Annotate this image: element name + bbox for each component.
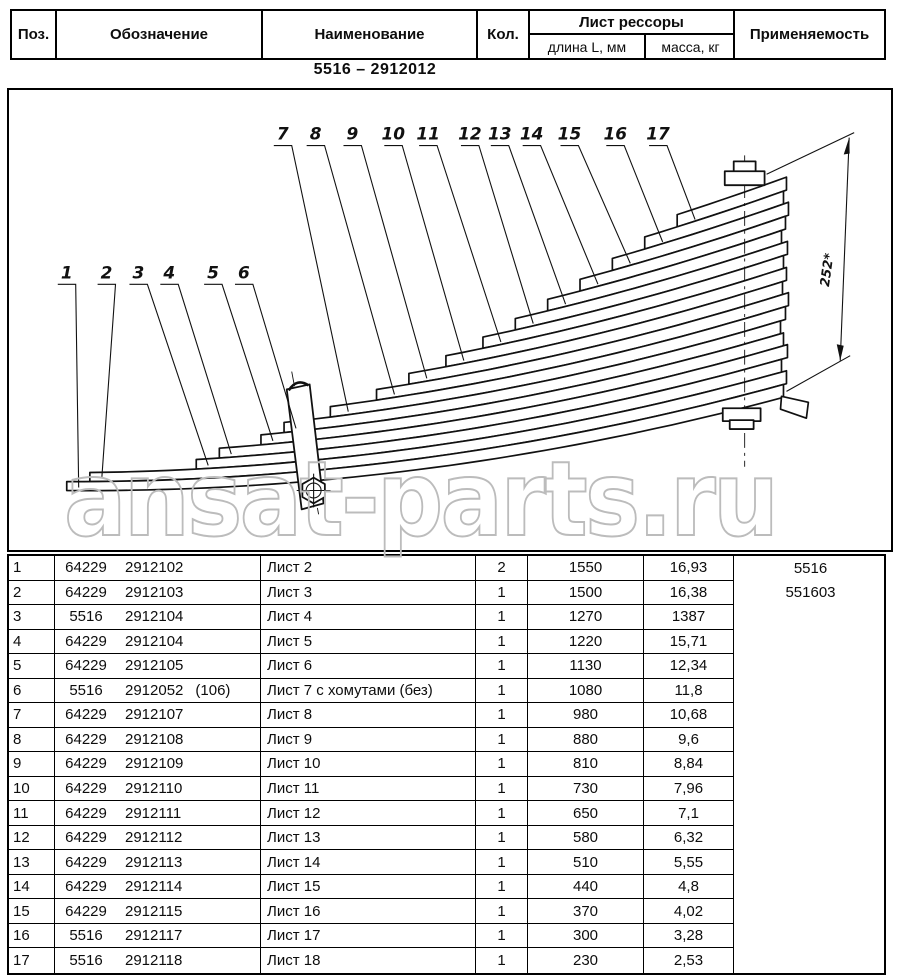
designation-number: 2912104 (125, 632, 184, 650)
cell-pos: 1 (9, 556, 55, 580)
cell-name: Лист 18 (261, 948, 476, 973)
callout-number-17: 17 (646, 123, 670, 144)
callout-leader-10 (384, 146, 464, 361)
applicability-value (734, 777, 887, 802)
cell-length: 1130 (528, 654, 644, 678)
callout-leader-6 (235, 284, 296, 428)
cell-mass: 7,1 (678, 804, 699, 822)
cell-qty: 1 (476, 728, 528, 752)
callout-leader-8 (307, 146, 395, 395)
applicability-value (734, 826, 887, 851)
callout-number-1: 1 (60, 262, 73, 283)
dimension-label: 252* (818, 252, 838, 288)
cell-qty: 1 (476, 899, 528, 923)
leaf-spring-drawing (9, 90, 891, 550)
designation-number: 2912110 (125, 780, 183, 798)
designation-number: 2912108 (125, 730, 184, 748)
callout-number-6: 6 (238, 262, 250, 283)
cell-name: Лист 9 (261, 728, 476, 752)
cell-designation (55, 924, 261, 948)
table-row (9, 826, 733, 851)
cell-length: 230 (528, 948, 644, 973)
extension-line-bottom (786, 356, 850, 392)
cell-length: 650 (528, 801, 644, 825)
designation-number: 2912103 (125, 583, 184, 601)
designation-prefix: 64229 (65, 804, 107, 822)
cell-pos: 15 (9, 899, 55, 923)
applicability-value (734, 703, 887, 728)
designation-number: 2912105 (125, 657, 184, 675)
cell-length: 370 (528, 899, 644, 923)
callout-number-14: 14 (519, 123, 544, 144)
cell-designation (55, 581, 261, 605)
cell-qty: 1 (476, 826, 528, 850)
cell-qty: 1 (476, 703, 528, 727)
callout-leader-9 (343, 146, 426, 379)
applicability-value (734, 630, 887, 655)
callout-number-7: 7 (276, 123, 289, 144)
cell-mass: 15,71 (669, 632, 708, 650)
table-row (9, 605, 733, 630)
cell-qty: 1 (476, 752, 528, 776)
designation-number: 2912107 (125, 706, 184, 724)
designation-number: 2912109 (125, 755, 184, 773)
table-row (9, 850, 733, 875)
callout-leader-3 (129, 284, 208, 465)
parts-table (7, 554, 886, 975)
cell-designation (55, 801, 261, 825)
cell-qty: 1 (476, 948, 528, 973)
cell-length: 1080 (528, 679, 644, 703)
parts-rows (9, 556, 733, 973)
designation-prefix: 64229 (65, 878, 107, 896)
applicability-value (734, 679, 887, 704)
spring-drawing-area (7, 88, 893, 560)
spring-part-number: 5516 – 2912012 (313, 61, 437, 78)
cell-pos: 11 (9, 801, 55, 825)
cell-pos: 14 (9, 875, 55, 899)
applicability-value (734, 752, 887, 777)
cell-pos: 9 (9, 752, 55, 776)
cell-designation (55, 826, 261, 850)
cell-length: 510 (528, 850, 644, 874)
cell-name: Лист 8 (261, 703, 476, 727)
cell-name: Лист 17 (261, 924, 476, 948)
cell-length: 580 (528, 826, 644, 850)
cell-mass: 1387 (671, 608, 706, 626)
table-row (9, 777, 733, 802)
callout-leader-13 (491, 146, 566, 305)
cell-qty: 1 (476, 850, 528, 874)
cell-mass: 7,96 (673, 780, 704, 798)
cell-designation (55, 850, 261, 874)
callout-leader-1 (58, 284, 79, 487)
cell-length: 1270 (528, 605, 644, 629)
table-row (9, 875, 733, 900)
designation-prefix: 64229 (65, 657, 107, 675)
dimension-arrow-bottom (837, 344, 844, 360)
designation-number: 2912104 (125, 608, 184, 626)
cell-mass: 10,68 (669, 706, 708, 724)
callout-number-3: 3 (132, 262, 145, 283)
designation-prefix: 64229 (65, 583, 107, 601)
applicability-value (734, 654, 887, 679)
designation-prefix: 64229 (65, 632, 107, 650)
callout-number-11: 11 (416, 123, 440, 144)
cell-name: Лист 2 (261, 556, 476, 580)
designation-number: 2912111 (125, 804, 182, 822)
table-row (9, 679, 733, 704)
cell-mass: 8,84 (673, 755, 704, 773)
designation-prefix: 64229 (65, 559, 107, 577)
watermark: ansat-parts.ru (64, 440, 777, 560)
callout-leader-5 (204, 284, 273, 441)
callout-number-5: 5 (207, 262, 219, 283)
header-table (10, 9, 886, 60)
cell-length: 1220 (528, 630, 644, 654)
cell-name: Лист 16 (261, 899, 476, 923)
callout-number-10: 10 (381, 123, 406, 144)
cell-name: Лист 15 (261, 875, 476, 899)
cell-pos: 7 (9, 703, 55, 727)
applicability-value (734, 899, 887, 924)
designation-prefix: 5516 (69, 608, 103, 626)
applicability-value (734, 924, 887, 949)
callout-number-8: 8 (309, 123, 322, 144)
cell-pos: 12 (9, 826, 55, 850)
extension-line-top (767, 133, 855, 175)
cell-qty: 1 (476, 581, 528, 605)
designation-number: 2912112 (125, 829, 183, 847)
col-header-mass: масса, кг (661, 38, 720, 55)
cell-qty: 1 (476, 605, 528, 629)
cell-mass: 6,32 (673, 829, 704, 847)
callout-number-2: 2 (100, 262, 113, 283)
cell-name: Лист 7 с хомутами (без) (261, 679, 476, 703)
cell-pos: 16 (9, 924, 55, 948)
cell-name: Лист 3 (261, 581, 476, 605)
cell-designation (55, 556, 261, 580)
table-row (9, 801, 733, 826)
cell-mass: 16,38 (669, 583, 708, 601)
designation-number: 2912114 (125, 878, 183, 896)
callout-leader-15 (560, 146, 630, 264)
col-header-qty: Кол. (478, 11, 530, 58)
designation-prefix: 64229 (65, 730, 107, 748)
col-header-designation: Обозначение (57, 11, 263, 58)
cell-designation (55, 728, 261, 752)
applicability-value: 551603 (785, 584, 836, 602)
centre-bolt-tip (730, 420, 754, 429)
table-row (9, 924, 733, 949)
col-header-applicability: Применяемость (749, 25, 870, 43)
cell-pos: 13 (9, 850, 55, 874)
cell-pos: 4 (9, 630, 55, 654)
table-row (9, 654, 733, 679)
cell-length: 880 (528, 728, 644, 752)
cell-pos: 3 (9, 605, 55, 629)
designation-number: 2912113 (125, 853, 183, 871)
callout-leader-2 (98, 284, 116, 478)
designation-prefix: 5516 (69, 952, 103, 970)
cell-designation (55, 605, 261, 629)
designation-prefix: 64229 (65, 780, 107, 798)
cell-qty: 1 (476, 630, 528, 654)
cell-mass: 9,6 (678, 730, 699, 748)
col-header-length: длина L, мм (530, 35, 646, 58)
designation-number: 2912118 (125, 952, 183, 970)
applicability-value (734, 728, 887, 753)
cell-mass: 4,8 (678, 878, 699, 896)
cell-designation (55, 899, 261, 923)
cell-pos: 10 (9, 777, 55, 801)
cell-name: Лист 14 (261, 850, 476, 874)
cell-length: 980 (528, 703, 644, 727)
cell-designation (55, 630, 261, 654)
cell-designation (55, 703, 261, 727)
designation-note: (106) (195, 681, 231, 699)
cell-mass: 11,8 (674, 681, 703, 699)
callout-number-4: 4 (163, 262, 176, 283)
applicability-value (734, 801, 887, 826)
designation-prefix: 64229 (65, 829, 107, 847)
table-row (9, 948, 733, 973)
cell-designation (55, 777, 261, 801)
col-header-name: Наименование (263, 11, 478, 58)
centre-bolt-nut (723, 408, 761, 421)
dimension-arrow-top (844, 138, 850, 155)
centre-bolt-washer (725, 171, 765, 185)
callout-number-9: 9 (346, 123, 359, 144)
cell-mass: 5,55 (673, 853, 704, 871)
cell-name: Лист 6 (261, 654, 476, 678)
applicability-value (734, 605, 887, 630)
applicability-value (734, 948, 887, 973)
master-leaf-end (781, 396, 809, 418)
callout-leader-11 (419, 146, 501, 342)
cell-name: Лист 4 (261, 605, 476, 629)
cell-pos: 17 (9, 948, 55, 973)
callout-number-15: 15 (557, 123, 582, 144)
cell-length: 440 (528, 875, 644, 899)
cell-qty: 1 (476, 801, 528, 825)
callout-number-16: 16 (603, 123, 628, 144)
leaf-group-title: Лист рессоры (530, 11, 733, 35)
applicability-value: 5516 (793, 559, 828, 577)
cell-designation (55, 679, 261, 703)
cell-pos: 5 (9, 654, 55, 678)
cell-name: Лист 12 (261, 801, 476, 825)
designation-number: 2912052 (125, 681, 184, 699)
cell-mass: 12,34 (669, 657, 708, 675)
cell-designation (55, 752, 261, 776)
cell-pos: 6 (9, 679, 55, 703)
designation-number: 2912117 (125, 927, 183, 945)
applicability-value (734, 850, 887, 875)
cell-qty: 1 (476, 875, 528, 899)
cell-pos: 8 (9, 728, 55, 752)
designation-number: 2912115 (125, 902, 183, 920)
applicability-value (734, 875, 887, 900)
cell-length: 730 (528, 777, 644, 801)
table-row (9, 703, 733, 728)
cell-name: Лист 5 (261, 630, 476, 654)
applicability-cell (733, 556, 887, 973)
cell-qty: 1 (476, 654, 528, 678)
cell-designation (55, 875, 261, 899)
col-header-leaf-group (530, 11, 735, 58)
cell-length: 1500 (528, 581, 644, 605)
table-row (9, 752, 733, 777)
cell-mass: 2,53 (673, 952, 704, 970)
dimension-line (840, 138, 849, 361)
table-row (9, 899, 733, 924)
cell-name: Лист 11 (261, 777, 476, 801)
callout-number-13: 13 (488, 123, 512, 144)
cell-pos: 2 (9, 581, 55, 605)
designation-prefix: 5516 (69, 927, 103, 945)
cell-length: 810 (528, 752, 644, 776)
callout-leader-7 (274, 146, 348, 412)
cell-qty: 1 (476, 924, 528, 948)
designation-prefix: 5516 (69, 681, 103, 699)
table-row (9, 581, 733, 606)
table-row (9, 630, 733, 655)
designation-prefix: 64229 (65, 755, 107, 773)
table-row (9, 556, 733, 581)
table-row (9, 728, 733, 753)
cell-qty: 1 (476, 777, 528, 801)
cell-designation (55, 948, 261, 973)
designation-number: 2912102 (125, 559, 184, 577)
designation-prefix: 64229 (65, 902, 107, 920)
callout-leader-17 (649, 146, 695, 220)
cell-mass: 3,28 (673, 927, 704, 945)
cell-qty: 2 (476, 556, 528, 580)
designation-prefix: 64229 (65, 706, 107, 724)
cell-designation (55, 654, 261, 678)
callout-leader-12 (461, 146, 533, 324)
cell-length: 1550 (528, 556, 644, 580)
cell-qty: 1 (476, 679, 528, 703)
cell-name: Лист 13 (261, 826, 476, 850)
cell-name: Лист 10 (261, 752, 476, 776)
col-header-pos: Поз. (12, 11, 57, 58)
designation-prefix: 64229 (65, 853, 107, 871)
cell-mass: 16,93 (669, 559, 708, 577)
cell-length: 300 (528, 924, 644, 948)
callout-number-12: 12 (458, 123, 482, 144)
cell-mass: 4,02 (673, 902, 704, 920)
